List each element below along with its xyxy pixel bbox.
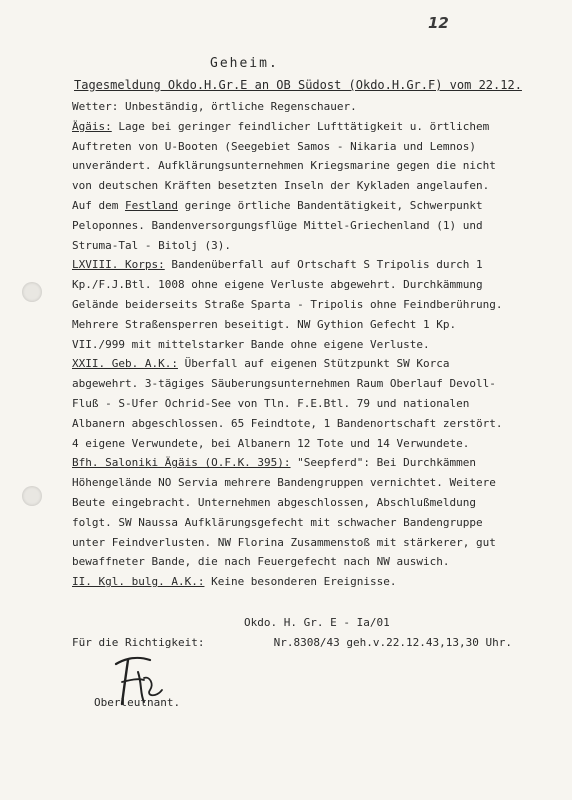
korps22-label: XXII. Geb. A.K.: <box>72 357 178 371</box>
certification-label: Für die Richtigkeit: <box>72 635 205 649</box>
punch-hole <box>22 486 42 506</box>
weather-text: Unbeständig, örtliche Regenschauer. <box>118 100 357 113</box>
signature-block <box>72 613 512 653</box>
office-designation: Okdo. H. Gr. E - Ia/01 <box>244 616 390 629</box>
saloniki-paragraph <box>72 453 512 572</box>
aegaeis-text: Lage bei geringer feindlicher Lufttätigkeit u. örtlichem Auftreten von U-Booten (Seegebiet Samos - Nikaria und Lemnos) unverändert. Aufklärungsunternehmen Kriegsmarine gegen die nicht von deutschen Kräften besetzten Inseln der Kykladen angelaufen. <box>72 119 496 193</box>
weather-paragraph <box>72 97 512 117</box>
festland-text: geringe örtliche Bandentätigkeit, Schwerpunkt Peloponnes. Bandenversorgungsflüge Mittel-Griechenland (1) und Struma-Tal - Bitolj (3). <box>72 198 483 252</box>
saloniki-label: Bfh. Saloniki Ägäis (O.F.K. 395): <box>72 456 291 470</box>
report-header: Tagesmeldung Okdo.H.Gr.E an OB Südost (Okdo.H.Gr.F) vom 22.12. <box>74 78 522 92</box>
report-body <box>72 97 512 592</box>
korps22-paragraph <box>72 354 512 453</box>
korps22-text: Überfall auf eigenen Stützpunkt SW Korca abgewehrt. 3-tägiges Säuberungsunternehmen Raum Oberlauf Devoll-Fluß - S-Ufer Ochrid-See von Tln. F.E.Btl. 79 und nationalen Albanern abgeschlossen. 65 Feindtote, 1 Bandenortschaft zerstört. 4 eigene Verwundete, bei Albanern 12 Tote und 14 Verwundete. <box>72 357 503 450</box>
signatory-rank: Oberleutnant. <box>94 696 181 709</box>
festland-label: Festland <box>124 198 178 212</box>
festland-paragraph <box>72 196 512 255</box>
punch-hole <box>22 282 42 302</box>
bulg-label: II. Kgl. bulg. A.K.: <box>72 575 205 589</box>
bulg-paragraph <box>72 572 512 592</box>
korps68-label: LXVIII. Korps: <box>72 258 165 272</box>
saloniki-text: "Seepferd": Bei Durchkämmen Höhengelände NO Servia mehrere Bandengruppen vernichtet. Weitere Beute eingebracht. Unternehmen abgeschlossen, Abschlußmeldung folgt. SW Naussa Aufklärungsgefecht mit schwacher Bandengruppe unter Feindverlusten. NW Florina Zusammenstoß mit stärkerer, gut bewaffneter Bande, die nach Feuergefecht nach NW auswich. <box>72 456 496 569</box>
festland-prefix: Auf dem <box>72 198 125 212</box>
reference-number: Nr.8308/43 geh.v.22.12.43,13,30 Uhr. <box>273 635 512 649</box>
aegaeis-paragraph <box>72 117 512 196</box>
aegaeis-label: Ägäis: <box>72 119 112 133</box>
bulg-text: Keine besonderen Ereignisse. <box>204 575 397 589</box>
weather-label: Wetter: <box>72 100 119 113</box>
korps68-paragraph <box>72 255 512 354</box>
document-title: Geheim. <box>210 56 279 71</box>
korps68-text: Bandenüberfall auf Ortschaft S Tripolis durch 1 Kp./F.J.Btl. 1008 ohne eigene Verluste abgewehrt. Durchkämmung Gelände beiderseits Straße Sparta - Tripolis ohne Feindberührung. Mehrere Straßensperren beseitigt. NW Gythion Gefecht 1 Kp. VII./999 mit mittelstarker Bande ohne eigene Verluste. <box>72 258 503 351</box>
page-number: 12 <box>428 14 449 32</box>
